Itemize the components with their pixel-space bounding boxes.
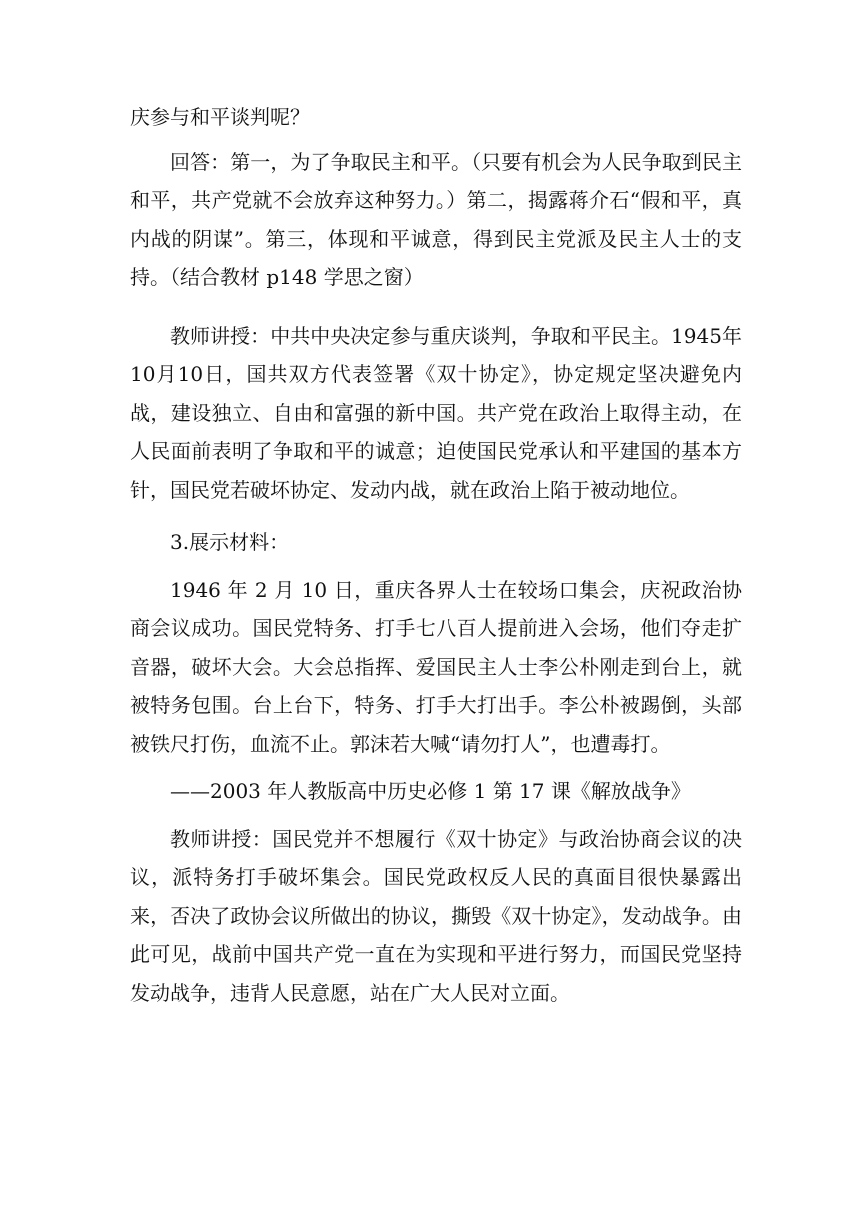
paragraph-teacher-lecture-2: 教师讲授：国民党并不想履行《双十协定》与政治协商会议的决议，派特务打手破坏集会。国民党政权反人民的真面目很快暴露出来，否决了政协会议所做出的协议，撕毁《双十协定》，发动战争。由此可见，战前中国共产党一直在为实现和平进行努力，而国民党坚持发动战争，违背人民意愿，站在广大人民对立面。 xyxy=(130,826,742,1005)
paragraph-answer: 回答：第一，为了争取民主和平。（只要有机会为人民争取到民主和平，共产党就不会放弃这种努力。）第二，揭露蒋介石“假和平，真内战的阴谋”。第三，体现和平诚意，得到民主党派及民主人士的支持。（结合教材 p148 学思之窗） xyxy=(130,149,742,289)
paragraph-citation: ——2003 年人教版高中历史必修 1 第 17 课《解放战争》 xyxy=(170,779,691,803)
paragraph-teacher-lecture-1: 教师讲授：中共中央决定参与重庆谈判，争取和平民主。1945年10月10日，国共双方代表签署《双十协定》，协定规定坚决避免内战，建设独立、自由和富强的新中国。共产党在政治上取得主动，在人民面前表明了争取和平的诚意；迫使国民党承认和平建国的基本方针，国民党若破坏协定、发动内战，就在政治上陷于被动地位。 xyxy=(130,323,742,502)
paragraph-continuation: 庆参与和平谈判呢？ xyxy=(130,105,310,129)
document-body xyxy=(130,98,742,1021)
paragraph-material-quote: 1946 年 2 月 10 日，重庆各界人士在较场口集会，庆祝政治协商会议成功。国民党特务、打手七八百人提前进入会场，他们夺走扩音器，破坏大会。大会总指挥、爱国民主人士李公朴刚走到台上，就被特务包围。台上台下，特务、打手大打出手。李公朴被踢倒，头部被铁尺打伤，血流不止。郭沫若大喊“请勿打人”，也遭毒打。 xyxy=(130,577,742,756)
paragraph-material-heading: 3.展示材料： xyxy=(170,530,290,554)
